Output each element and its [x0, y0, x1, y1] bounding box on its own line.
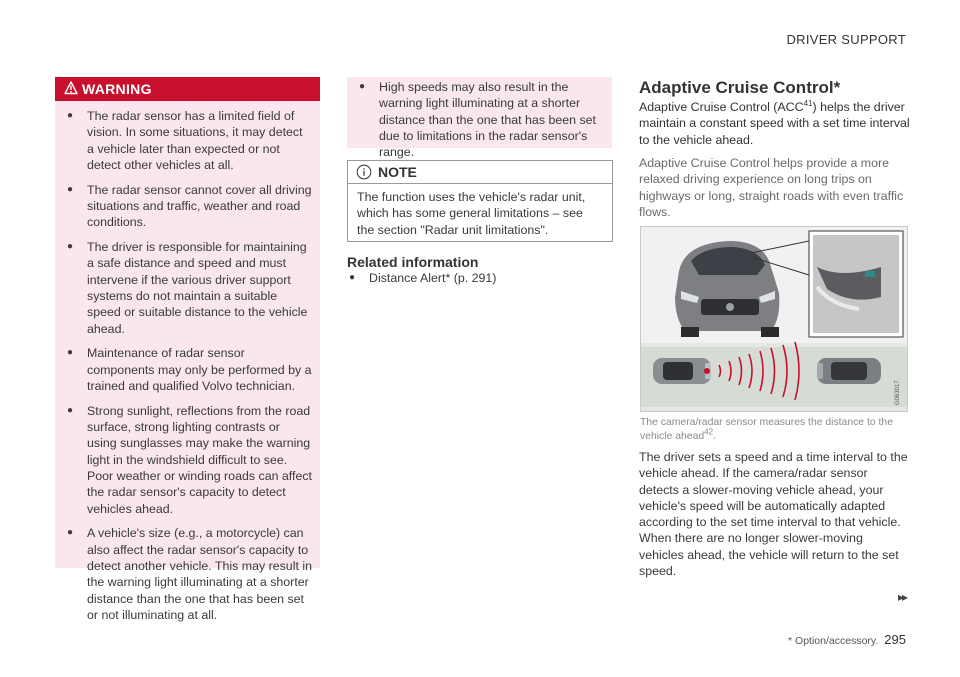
- suv-front-view: [675, 241, 779, 337]
- section-header: DRIVER SUPPORT: [786, 32, 906, 47]
- warning-item-text: The driver is responsible for maintaining a safe distance and speed and must intervene if the various driver support systems do not maintain a suitable speed or suitable distance to the vehicle ahead.: [87, 240, 308, 336]
- warning-label: WARNING: [82, 81, 152, 97]
- warning-triangle-icon: [64, 81, 78, 95]
- related-link-item[interactable]: [349, 270, 609, 286]
- radar-illustration-graphic: [641, 227, 907, 411]
- warning-item: [67, 182, 312, 231]
- footnote-ref: 41: [803, 98, 813, 108]
- warning-item: [67, 525, 312, 623]
- warning-item: [67, 239, 312, 337]
- bullet-icon: ●: [67, 527, 74, 539]
- section-title: Adaptive Cruise Control*: [639, 78, 841, 97]
- bullet-icon: ●: [359, 81, 366, 92]
- note-header: [348, 161, 612, 184]
- warning-item-text: The radar sensor cannot cover all driving situations and traffic, weather and road conditions.: [87, 182, 312, 230]
- bullet-icon: ●: [67, 241, 74, 253]
- warning-box: [55, 77, 320, 622]
- page-number: 295: [884, 632, 906, 647]
- warning-item-text: Maintenance of radar sensor components may only be performed by a trained and qualified Volvo technician.: [87, 346, 312, 393]
- warning-item: [67, 403, 312, 517]
- body-paragraph: The driver sets a speed and a time interval to the vehicle ahead. If the camera/radar sensor detects a slower-moving vehicle ahead, your vehicle's speed will be automatically adapted according to the set time interval to that vehicle. When there are no longer slower-moving vehicles ahead, the vehicle will return to the set speed.: [639, 450, 908, 579]
- related-list: [349, 270, 609, 286]
- info-icon: [356, 164, 372, 180]
- bullet-icon: ●: [349, 272, 356, 283]
- warning-item: [359, 79, 604, 160]
- bullet-icon: ●: [67, 183, 74, 195]
- footnote-ref: 42: [704, 427, 714, 437]
- next-page-arrows-icon[interactable]: ▸▸: [897, 590, 906, 604]
- warning-item-text: A vehicle's size (e.g., a motorcycle) can also affect the radar sensor's capacity to detect another vehicle. This may result in the warning light illuminating at a shorter distance than the one that has been set or not illuminating at all.: [87, 526, 312, 622]
- note-text: The function uses the vehicle's radar unit, which has some general limitations – see the section "Radar unit limitations".: [357, 190, 586, 237]
- option-note: * Option/accessory.: [788, 635, 879, 647]
- vehicle-ahead-top-view: [817, 358, 881, 384]
- warning-item-text: The radar sensor has a limited field of vision. In some situations, it may detect a vehicle later than expected or not detect other vehicles at all.: [87, 109, 303, 172]
- bullet-icon: ●: [67, 110, 74, 121]
- radar-illustration: [640, 226, 908, 412]
- warning-item-text: High speeds may also result in the warning light illuminating at a shorter distance than the one that has been set due to limitations in the radar sensor's range.: [379, 80, 596, 160]
- note-box: [347, 160, 613, 242]
- own-car-top-view: [653, 358, 711, 384]
- figure-code: G063017: [895, 380, 901, 405]
- warning-item-text: Strong sunlight, reflections from the road surface, strong lighting contrasts or using sunglasses may make the warning light in the windshield difficult to see. Poor weather or winding roads can affect the radar sensor's capacity to detect vehicles ahead.: [87, 403, 312, 516]
- note-label: NOTE: [378, 164, 417, 180]
- warning-box-continued: [347, 77, 612, 160]
- warning-header: [55, 77, 320, 101]
- bullet-icon: ●: [67, 404, 74, 416]
- intro-paragraph: Adaptive Cruise Control (ACC$^{41}$) helps the driver maintain a constant speed with a set time interval to the vehicle ahead.: [639, 98, 910, 147]
- related-link[interactable]: Distance Alert* (p. 291): [369, 271, 497, 285]
- warning-item: [67, 345, 312, 394]
- related-information-heading: Related information: [347, 254, 479, 270]
- figure-caption: The camera/radar sensor measures the distance to the vehicle ahead$^{42}$.: [640, 417, 893, 442]
- warning-item: [67, 108, 312, 173]
- bullet-icon: ●: [67, 347, 74, 359]
- page-footer: [788, 632, 906, 647]
- description-paragraph: Adaptive Cruise Control helps provide a more relaxed driving experience on long trips on highways or long, straight roads with even traffic flows.: [639, 156, 904, 219]
